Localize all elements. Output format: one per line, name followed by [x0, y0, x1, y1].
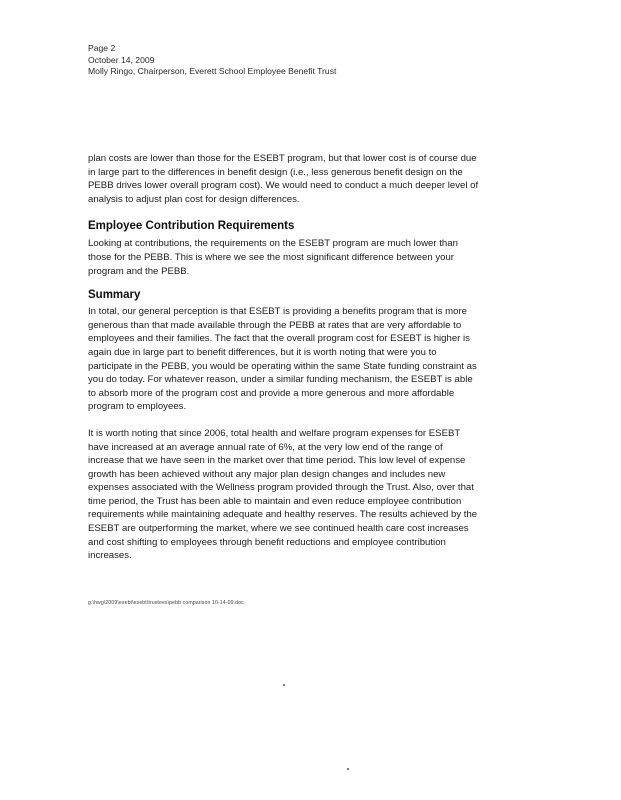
- section-heading-contributions: Employee Contribution Requirements: [88, 220, 295, 233]
- scan-speck: [347, 768, 349, 770]
- text-line: employees and their families. The fact that the overall program cost for ESEBT is higher is: [88, 333, 470, 345]
- summary-paragraph-1: [88, 305, 534, 414]
- scan-speck: [283, 684, 285, 686]
- intro-paragraph: [88, 152, 534, 206]
- contributions-paragraph: [88, 237, 534, 278]
- letter-body: [88, 152, 534, 563]
- text-line: you do today. For whatever reason, under a similar funding mechanism, the ESEBT is able: [88, 374, 473, 386]
- text-line: and cost shifting to employees through benefit reductions and employee contribution: [88, 536, 446, 548]
- text-line: expenses associated with the Wellness program provided through the Trust. Also, over that: [88, 482, 474, 494]
- text-line: growth has been achieved without any major plan design changes and includes new: [88, 468, 446, 480]
- page-number: Page 2: [88, 43, 116, 53]
- text-line: plan costs are lower than those for the ESEBT program, but that lower cost is of course due: [88, 153, 477, 164]
- text-line: program to employees.: [88, 401, 187, 413]
- document-file-path: g:\hwg\2009\esebt\esebt\trustees\pebb comparison 10-14-09.doc: [88, 600, 244, 606]
- addressee-line: Molly Ringo, Chairperson, Everett School Employee Benefit Trust: [88, 66, 337, 76]
- text-line: to absorb more of the program cost and provide a more generous and more affordable: [88, 387, 455, 399]
- text-line: In total, our general perception is that ESEBT is providing a benefits program that is more: [88, 306, 467, 318]
- text-line: have increased at an average annual rate of 6%, at the very low end of the range of: [88, 441, 443, 453]
- letter-header: [88, 43, 336, 78]
- letter-date: October 14, 2009: [88, 54, 155, 65]
- text-line: Looking at contributions, the requirements on the ESEBT program are much lower than: [88, 238, 458, 250]
- text-line: increase that we have seen in the market over that time period. This low level of expense: [88, 455, 466, 467]
- text-line: PEBB drives lower overall program cost). We would need to conduct a much deeper level of: [88, 180, 479, 192]
- text-line: It is worth noting that since 2006, total health and welfare program expenses for ESEBT: [88, 427, 461, 439]
- text-line: ESEBT are outperforming the market, where we see continued health care cost increases: [88, 523, 469, 535]
- text-line: generous than that made available through the PEBB at rates that are very affordable to: [88, 319, 462, 331]
- text-line: increases.: [88, 550, 132, 562]
- text-line: again due in large part to benefit differences, but it is worth noting that were you to: [88, 346, 437, 358]
- summary-paragraph-2: [88, 427, 534, 563]
- text-line: program and the PEBB.: [88, 265, 190, 277]
- text-line: time period, the Trust has been able to maintain and even reduce employee contribution: [88, 495, 462, 507]
- text-line: those for the PEBB. This is where we see the most significant difference between your: [88, 251, 455, 263]
- section-heading-summary: Summary: [88, 289, 141, 302]
- text-line: participate in the PEBB, you would be operating within the same State funding constraint as: [88, 360, 477, 372]
- text-line: in large part to the differences in benefit design (i.e., less generous benefit design on the: [88, 166, 463, 178]
- text-line: requirements while maintaining adequate and healthy reserves. The results achieved by the: [88, 509, 478, 521]
- paragraph-spacer: [88, 414, 534, 427]
- text-line: analysis to adjust plan cost for design differences.: [88, 193, 300, 205]
